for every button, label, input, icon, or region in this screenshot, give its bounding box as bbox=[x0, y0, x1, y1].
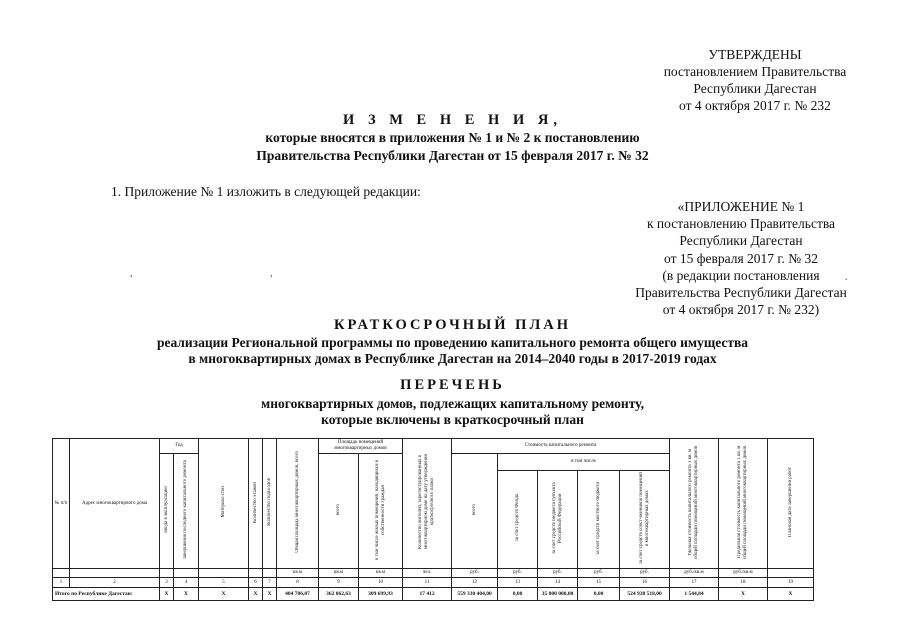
total-cell: Х bbox=[768, 588, 814, 601]
column-number: 6 bbox=[249, 578, 263, 588]
scan-speck: . bbox=[845, 272, 848, 283]
column-number: 7 bbox=[263, 578, 277, 588]
unit-cell: кв.м bbox=[359, 569, 403, 578]
appendix-line-1: «ПРИЛОЖЕНИЕ № 1 bbox=[677, 199, 805, 214]
approval-line-4: от 4 октября 2017 г. № 232 bbox=[679, 98, 831, 113]
houses-table bbox=[52, 438, 814, 601]
appendix-block bbox=[596, 198, 886, 318]
unit-cell: руб. bbox=[452, 569, 498, 578]
list-subtitle-1: многоквартирных домов, подлежащих капитальному ремонту, bbox=[261, 396, 644, 411]
header-year-last-repair: завершения последнего капитального ремонта bbox=[183, 459, 188, 560]
column-number: 17 bbox=[670, 578, 719, 588]
column-number: 12 bbox=[452, 578, 498, 588]
scan-speck: , bbox=[270, 268, 273, 279]
total-cell: 35 000 000,00 bbox=[538, 588, 578, 601]
total-cell: 17 412 bbox=[403, 588, 452, 601]
total-cell: 362 062,63 bbox=[319, 588, 359, 601]
header-cost-total: всего bbox=[471, 503, 477, 516]
appendix-line-2: к постановлению Правительства bbox=[646, 216, 836, 232]
header-address: Адрес многоквартирного дома bbox=[70, 439, 160, 569]
paragraph-1: 1. Приложение № 1 изложить в следующей редакции: bbox=[111, 184, 421, 199]
header-deadline: Плановая дата завершения работ bbox=[787, 466, 793, 537]
column-number: 8 bbox=[277, 578, 319, 588]
total-label: Итого по Республике Дагестан: bbox=[53, 588, 160, 601]
total-cell: 0,00 bbox=[578, 588, 620, 601]
total-cell: 559 330 404,00 bbox=[452, 588, 498, 601]
changes-subtitle-1: которые вносятся в приложения № 1 и № 2 к постановлению bbox=[265, 130, 640, 145]
appendix-line-6: Правительства Республики Дагестан bbox=[635, 285, 847, 301]
changes-title: И З М Е Н Е Н И Я, bbox=[343, 112, 562, 128]
approval-line-1: УТВЕРЖДЕНЫ bbox=[708, 47, 802, 62]
total-cell: 309 699,93 bbox=[359, 588, 403, 601]
column-number: 2 bbox=[70, 578, 160, 588]
header-premises-area: Площадь помещений многоквартирных домов bbox=[319, 439, 403, 454]
header-cost: Стоимость капитального ремонта bbox=[452, 439, 670, 454]
changes-subtitle-2: Правительства Республики Дагестан от 15 февраля 2017 г. № 32 bbox=[256, 148, 649, 163]
column-number: 19 bbox=[768, 578, 814, 588]
header-cost-owners: за счет средств собст-венников помещений в многоквартирных домах bbox=[638, 472, 650, 564]
unit-cell: руб./кв.м bbox=[719, 569, 768, 578]
total-cell: Х bbox=[199, 588, 249, 601]
total-cell: Х bbox=[174, 588, 199, 601]
column-number: 11 bbox=[403, 578, 452, 588]
header-cost-incl: в том числе bbox=[498, 454, 670, 471]
header-cost-federal: за счет средств бюджета субъекта Российской Федерации bbox=[551, 482, 563, 554]
unit-cell: руб. bbox=[498, 569, 538, 578]
column-number: 4 bbox=[174, 578, 199, 588]
header-entrances: Количество подъездов bbox=[266, 478, 272, 526]
header-num: № п/п bbox=[53, 439, 70, 569]
total-cell: 0,00 bbox=[498, 588, 538, 601]
appendix-line-5: (в редакции постановления bbox=[662, 267, 820, 283]
approval-line-3: Республики Дагестан bbox=[693, 81, 817, 96]
header-premises-owned: в том числе жилых помещений, находящихся в собственности граждан bbox=[374, 459, 386, 560]
header-cost-fund: за счет средств Фонда bbox=[514, 494, 520, 542]
plan-subtitle-2: в многоквартирных домах в Республике Дагестан на 2014–2040 годы в 2017-2019 годах bbox=[188, 351, 717, 366]
header-year-commission: ввода в эксплуатацию bbox=[163, 486, 169, 533]
header-cost-local: за счет средств местного бюджета bbox=[595, 481, 601, 555]
unit-cell: чел. bbox=[403, 569, 452, 578]
column-number: 18 bbox=[719, 578, 768, 588]
appendix-line-4: от 15 февраля 2017 г. № 32 bbox=[664, 250, 818, 266]
unit-cell: кв.м bbox=[277, 569, 319, 578]
approval-line-2: постановлением Правительства bbox=[663, 64, 847, 79]
total-cell: 404 706,07 bbox=[277, 588, 319, 601]
unit-cell: кв.м bbox=[319, 569, 359, 578]
header-year: Год bbox=[160, 439, 199, 454]
plan-subtitle-1: реализации Региональной программы по проведению капитального ремонта общего имущества bbox=[156, 335, 749, 350]
header-total-area: Общая площадь многоквартирных домов, всего bbox=[294, 451, 300, 553]
appendix-line-7: от 4 октября 2017 г. № 232) bbox=[662, 302, 820, 318]
header-unit-cost: Удельная стоимость капитального ремонта 1 кв. м общей площади помещений многоквартирных домов bbox=[688, 445, 699, 559]
scan-speck: , bbox=[130, 268, 133, 279]
unit-cell: руб. bbox=[538, 569, 578, 578]
total-row bbox=[53, 588, 814, 601]
total-cell: Х bbox=[263, 588, 277, 601]
header-wall-material: Материал стен bbox=[220, 486, 226, 518]
column-number: 5 bbox=[199, 578, 249, 588]
approval-block bbox=[640, 46, 870, 114]
unit-cell: руб./кв.м bbox=[670, 569, 719, 578]
column-number: 10 bbox=[359, 578, 403, 588]
header-floors: Количество этажей bbox=[252, 481, 258, 523]
total-cell: 1 544,84 bbox=[670, 588, 719, 601]
total-cell: Х bbox=[160, 588, 174, 601]
header-premises-total: всего bbox=[335, 503, 341, 516]
column-number: 14 bbox=[538, 578, 578, 588]
column-number: 1 bbox=[53, 578, 70, 588]
list-subtitle-2: которые включены в краткосрочный план bbox=[321, 412, 584, 427]
header-residents: Количество жителей, зарегистрированных в многоквартирном доме на дату утверждения краткосрочного плана bbox=[418, 454, 435, 550]
total-cell: 524 938 518,00 bbox=[620, 588, 670, 601]
appendix-line-3: Республики Дагестан bbox=[679, 233, 803, 249]
header-max-cost: Предельная стоимость капитального ремонта 1 кв. м общей площади помещений многоквартирных домов bbox=[737, 445, 748, 559]
total-cell: Х bbox=[249, 588, 263, 601]
column-number: 15 bbox=[578, 578, 620, 588]
unit-cell: руб. bbox=[578, 569, 620, 578]
list-title: ПЕРЕЧЕНЬ bbox=[400, 377, 505, 393]
column-number: 13 bbox=[498, 578, 538, 588]
column-number: 16 bbox=[620, 578, 670, 588]
column-number: 9 bbox=[319, 578, 359, 588]
column-number: 3 bbox=[160, 578, 174, 588]
total-cell: Х bbox=[719, 588, 768, 601]
plan-title: КРАТКОСРОЧНЫЙ ПЛАН bbox=[333, 317, 572, 333]
unit-cell: руб. bbox=[620, 569, 670, 578]
